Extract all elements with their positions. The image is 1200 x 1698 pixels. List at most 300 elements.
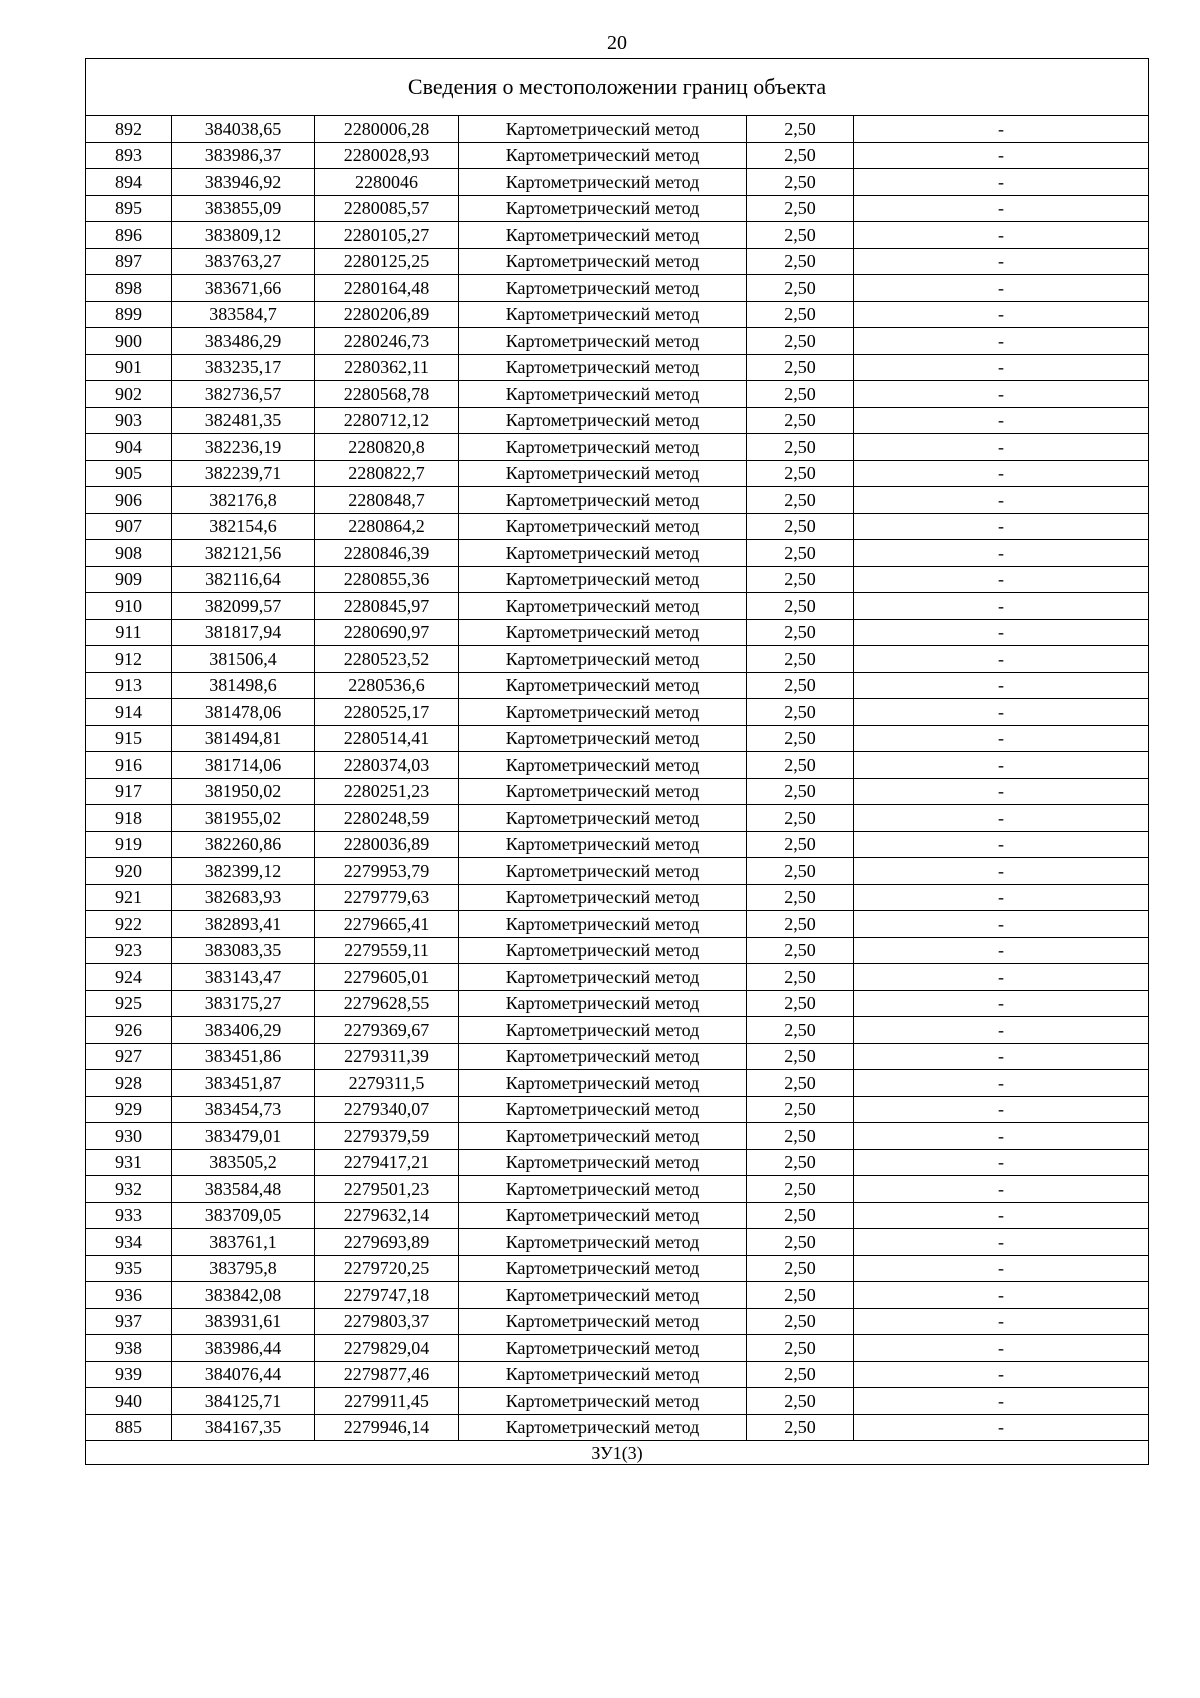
- table-row: [86, 646, 1149, 673]
- accuracy-cell: 2,50: [747, 116, 854, 143]
- method-cell: Картометрический метод: [459, 381, 747, 408]
- description-cell: -: [854, 354, 1149, 381]
- y-coordinate-cell: 2279911,45: [315, 1388, 459, 1415]
- table-row: [86, 275, 1149, 302]
- point-number-cell: 934: [86, 1229, 172, 1256]
- x-coordinate-cell: 382099,57: [172, 593, 315, 620]
- y-coordinate-cell: 2279665,41: [315, 911, 459, 938]
- description-cell: -: [854, 487, 1149, 514]
- y-coordinate-cell: 2280125,25: [315, 248, 459, 275]
- point-number-cell: 914: [86, 699, 172, 726]
- method-cell: Картометрический метод: [459, 248, 747, 275]
- point-number-cell: 923: [86, 937, 172, 964]
- point-number-cell: 885: [86, 1414, 172, 1441]
- table-row: [86, 1149, 1149, 1176]
- method-cell: Картометрический метод: [459, 1282, 747, 1309]
- y-coordinate-cell: 2279340,07: [315, 1096, 459, 1123]
- accuracy-cell: 2,50: [747, 1282, 854, 1309]
- method-cell: Картометрический метод: [459, 1043, 747, 1070]
- description-cell: -: [854, 1202, 1149, 1229]
- point-number-cell: 901: [86, 354, 172, 381]
- x-coordinate-cell: 383479,01: [172, 1123, 315, 1150]
- y-coordinate-cell: 2279501,23: [315, 1176, 459, 1203]
- method-cell: Картометрический метод: [459, 884, 747, 911]
- table-footer-label: ЗУ1(3): [86, 1441, 1149, 1465]
- table-row: [86, 1255, 1149, 1282]
- accuracy-cell: 2,50: [747, 1043, 854, 1070]
- table-row: [86, 1229, 1149, 1256]
- description-cell: -: [854, 593, 1149, 620]
- method-cell: Картометрический метод: [459, 513, 747, 540]
- description-cell: -: [854, 1070, 1149, 1097]
- table-row: [86, 1202, 1149, 1229]
- method-cell: Картометрический метод: [459, 699, 747, 726]
- y-coordinate-cell: 2279417,21: [315, 1149, 459, 1176]
- y-coordinate-cell: 2280105,27: [315, 222, 459, 249]
- point-number-cell: 897: [86, 248, 172, 275]
- description-cell: -: [854, 328, 1149, 355]
- accuracy-cell: 2,50: [747, 964, 854, 991]
- point-number-cell: 893: [86, 142, 172, 169]
- table-body: [86, 116, 1149, 1441]
- method-cell: Картометрический метод: [459, 407, 747, 434]
- table-row: [86, 884, 1149, 911]
- method-cell: Картометрический метод: [459, 778, 747, 805]
- description-cell: -: [854, 831, 1149, 858]
- x-coordinate-cell: 383855,09: [172, 195, 315, 222]
- y-coordinate-cell: 2279877,46: [315, 1361, 459, 1388]
- point-number-cell: 907: [86, 513, 172, 540]
- method-cell: Картометрический метод: [459, 1176, 747, 1203]
- method-cell: Картометрический метод: [459, 169, 747, 196]
- table-row: [86, 487, 1149, 514]
- y-coordinate-cell: 2280846,39: [315, 540, 459, 567]
- method-cell: Картометрический метод: [459, 275, 747, 302]
- x-coordinate-cell: 382260,86: [172, 831, 315, 858]
- table-row: [86, 248, 1149, 275]
- x-coordinate-cell: 382176,8: [172, 487, 315, 514]
- method-cell: Картометрический метод: [459, 460, 747, 487]
- description-cell: -: [854, 699, 1149, 726]
- method-cell: Картометрический метод: [459, 1229, 747, 1256]
- y-coordinate-cell: 2279379,59: [315, 1123, 459, 1150]
- method-cell: Картометрический метод: [459, 1096, 747, 1123]
- y-coordinate-cell: 2280028,93: [315, 142, 459, 169]
- y-coordinate-cell: 2280374,03: [315, 752, 459, 779]
- table-row: [86, 354, 1149, 381]
- table-row: [86, 805, 1149, 832]
- x-coordinate-cell: 381506,4: [172, 646, 315, 673]
- y-coordinate-cell: 2280006,28: [315, 116, 459, 143]
- method-cell: Картометрический метод: [459, 142, 747, 169]
- table-row: [86, 1176, 1149, 1203]
- accuracy-cell: 2,50: [747, 566, 854, 593]
- point-number-cell: 931: [86, 1149, 172, 1176]
- table-row: [86, 937, 1149, 964]
- table-row: [86, 1282, 1149, 1309]
- table-row: [86, 1070, 1149, 1097]
- accuracy-cell: 2,50: [747, 1414, 854, 1441]
- accuracy-cell: 2,50: [747, 593, 854, 620]
- point-number-cell: 940: [86, 1388, 172, 1415]
- description-cell: -: [854, 619, 1149, 646]
- accuracy-cell: 2,50: [747, 884, 854, 911]
- description-cell: -: [854, 222, 1149, 249]
- x-coordinate-cell: 382239,71: [172, 460, 315, 487]
- description-cell: -: [854, 1149, 1149, 1176]
- boundary-coordinates-table: [85, 58, 1149, 1465]
- accuracy-cell: 2,50: [747, 222, 854, 249]
- method-cell: Картометрический метод: [459, 1361, 747, 1388]
- y-coordinate-cell: 2280248,59: [315, 805, 459, 832]
- accuracy-cell: 2,50: [747, 911, 854, 938]
- table-row: [86, 911, 1149, 938]
- method-cell: Картометрический метод: [459, 593, 747, 620]
- description-cell: -: [854, 434, 1149, 461]
- point-number-cell: 909: [86, 566, 172, 593]
- x-coordinate-cell: 383584,48: [172, 1176, 315, 1203]
- accuracy-cell: 2,50: [747, 487, 854, 514]
- x-coordinate-cell: 382236,19: [172, 434, 315, 461]
- description-cell: -: [854, 275, 1149, 302]
- table-row: [86, 1017, 1149, 1044]
- point-number-cell: 930: [86, 1123, 172, 1150]
- accuracy-cell: 2,50: [747, 1335, 854, 1362]
- y-coordinate-cell: 2280206,89: [315, 301, 459, 328]
- point-number-cell: 896: [86, 222, 172, 249]
- x-coordinate-cell: 383143,47: [172, 964, 315, 991]
- table-row: [86, 1308, 1149, 1335]
- table-footer-row: [86, 1441, 1149, 1465]
- point-number-cell: 929: [86, 1096, 172, 1123]
- table-row: [86, 222, 1149, 249]
- description-cell: -: [854, 301, 1149, 328]
- method-cell: Картометрический метод: [459, 1414, 747, 1441]
- point-number-cell: 935: [86, 1255, 172, 1282]
- x-coordinate-cell: 382481,35: [172, 407, 315, 434]
- page-number: 20: [607, 32, 627, 54]
- method-cell: Картометрический метод: [459, 222, 747, 249]
- table-title: Сведения о местоположении границ объекта: [86, 59, 1149, 116]
- method-cell: Картометрический метод: [459, 725, 747, 752]
- description-cell: -: [854, 1255, 1149, 1282]
- description-cell: -: [854, 1308, 1149, 1335]
- y-coordinate-cell: 2279803,37: [315, 1308, 459, 1335]
- accuracy-cell: 2,50: [747, 1123, 854, 1150]
- accuracy-cell: 2,50: [747, 937, 854, 964]
- table-row: [86, 699, 1149, 726]
- x-coordinate-cell: 382893,41: [172, 911, 315, 938]
- table-row: [86, 142, 1149, 169]
- table-row: [86, 1414, 1149, 1441]
- y-coordinate-cell: 2280848,7: [315, 487, 459, 514]
- accuracy-cell: 2,50: [747, 1255, 854, 1282]
- y-coordinate-cell: 2280568,78: [315, 381, 459, 408]
- x-coordinate-cell: 382121,56: [172, 540, 315, 567]
- table-row: [86, 169, 1149, 196]
- accuracy-cell: 2,50: [747, 990, 854, 1017]
- method-cell: Картометрический метод: [459, 434, 747, 461]
- x-coordinate-cell: 383946,92: [172, 169, 315, 196]
- point-number-cell: 920: [86, 858, 172, 885]
- accuracy-cell: 2,50: [747, 1017, 854, 1044]
- y-coordinate-cell: 2280690,97: [315, 619, 459, 646]
- y-coordinate-cell: 2280712,12: [315, 407, 459, 434]
- accuracy-cell: 2,50: [747, 248, 854, 275]
- y-coordinate-cell: 2280845,97: [315, 593, 459, 620]
- accuracy-cell: 2,50: [747, 725, 854, 752]
- method-cell: Картометрический метод: [459, 1308, 747, 1335]
- description-cell: -: [854, 513, 1149, 540]
- description-cell: -: [854, 911, 1149, 938]
- x-coordinate-cell: 383986,44: [172, 1335, 315, 1362]
- point-number-cell: 933: [86, 1202, 172, 1229]
- y-coordinate-cell: 2279779,63: [315, 884, 459, 911]
- point-number-cell: 916: [86, 752, 172, 779]
- accuracy-cell: 2,50: [747, 858, 854, 885]
- point-number-cell: 917: [86, 778, 172, 805]
- accuracy-cell: 2,50: [747, 646, 854, 673]
- x-coordinate-cell: 383175,27: [172, 990, 315, 1017]
- accuracy-cell: 2,50: [747, 1202, 854, 1229]
- method-cell: Картометрический метод: [459, 752, 747, 779]
- point-number-cell: 924: [86, 964, 172, 991]
- x-coordinate-cell: 383505,2: [172, 1149, 315, 1176]
- description-cell: -: [854, 116, 1149, 143]
- description-cell: -: [854, 990, 1149, 1017]
- description-cell: -: [854, 1017, 1149, 1044]
- table-row: [86, 540, 1149, 567]
- point-number-cell: 895: [86, 195, 172, 222]
- table-row: [86, 725, 1149, 752]
- accuracy-cell: 2,50: [747, 275, 854, 302]
- x-coordinate-cell: 382683,93: [172, 884, 315, 911]
- method-cell: Картометрический метод: [459, 1255, 747, 1282]
- method-cell: Картометрический метод: [459, 540, 747, 567]
- y-coordinate-cell: 2279559,11: [315, 937, 459, 964]
- accuracy-cell: 2,50: [747, 1388, 854, 1415]
- point-number-cell: 913: [86, 672, 172, 699]
- table-row: [86, 381, 1149, 408]
- point-number-cell: 915: [86, 725, 172, 752]
- y-coordinate-cell: 2279311,39: [315, 1043, 459, 1070]
- x-coordinate-cell: 383451,86: [172, 1043, 315, 1070]
- method-cell: Картометрический метод: [459, 566, 747, 593]
- x-coordinate-cell: 383235,17: [172, 354, 315, 381]
- point-number-cell: 925: [86, 990, 172, 1017]
- table-row: [86, 1335, 1149, 1362]
- accuracy-cell: 2,50: [747, 805, 854, 832]
- method-cell: Картометрический метод: [459, 1149, 747, 1176]
- description-cell: -: [854, 778, 1149, 805]
- accuracy-cell: 2,50: [747, 1096, 854, 1123]
- table-row: [86, 672, 1149, 699]
- accuracy-cell: 2,50: [747, 778, 854, 805]
- method-cell: Картометрический метод: [459, 116, 747, 143]
- description-cell: -: [854, 142, 1149, 169]
- point-number-cell: 905: [86, 460, 172, 487]
- point-number-cell: 892: [86, 116, 172, 143]
- table-row: [86, 195, 1149, 222]
- x-coordinate-cell: 384076,44: [172, 1361, 315, 1388]
- accuracy-cell: 2,50: [747, 1361, 854, 1388]
- x-coordinate-cell: 383795,8: [172, 1255, 315, 1282]
- point-number-cell: 902: [86, 381, 172, 408]
- x-coordinate-cell: 383809,12: [172, 222, 315, 249]
- description-cell: -: [854, 195, 1149, 222]
- method-cell: Картометрический метод: [459, 990, 747, 1017]
- x-coordinate-cell: 383406,29: [172, 1017, 315, 1044]
- accuracy-cell: 2,50: [747, 752, 854, 779]
- point-number-cell: 911: [86, 619, 172, 646]
- method-cell: Картометрический метод: [459, 1388, 747, 1415]
- x-coordinate-cell: 381478,06: [172, 699, 315, 726]
- y-coordinate-cell: 2279720,25: [315, 1255, 459, 1282]
- accuracy-cell: 2,50: [747, 195, 854, 222]
- x-coordinate-cell: 384125,71: [172, 1388, 315, 1415]
- description-cell: -: [854, 1388, 1149, 1415]
- table-row: [86, 778, 1149, 805]
- table-row: [86, 328, 1149, 355]
- x-coordinate-cell: 381955,02: [172, 805, 315, 832]
- description-cell: -: [854, 937, 1149, 964]
- accuracy-cell: 2,50: [747, 407, 854, 434]
- table-row: [86, 1123, 1149, 1150]
- table-row: [86, 460, 1149, 487]
- point-number-cell: 903: [86, 407, 172, 434]
- method-cell: Картометрический метод: [459, 1123, 747, 1150]
- x-coordinate-cell: 383842,08: [172, 1282, 315, 1309]
- table-row: [86, 593, 1149, 620]
- point-number-cell: 936: [86, 1282, 172, 1309]
- description-cell: -: [854, 540, 1149, 567]
- accuracy-cell: 2,50: [747, 1229, 854, 1256]
- table-row: [86, 116, 1149, 143]
- method-cell: Картометрический метод: [459, 328, 747, 355]
- method-cell: Картометрический метод: [459, 1070, 747, 1097]
- x-coordinate-cell: 383083,35: [172, 937, 315, 964]
- method-cell: Картометрический метод: [459, 831, 747, 858]
- x-coordinate-cell: 383454,73: [172, 1096, 315, 1123]
- x-coordinate-cell: 381817,94: [172, 619, 315, 646]
- point-number-cell: 938: [86, 1335, 172, 1362]
- point-number-cell: 939: [86, 1361, 172, 1388]
- x-coordinate-cell: 384167,35: [172, 1414, 315, 1441]
- y-coordinate-cell: 2280536,6: [315, 672, 459, 699]
- description-cell: -: [854, 858, 1149, 885]
- description-cell: -: [854, 169, 1149, 196]
- description-cell: -: [854, 566, 1149, 593]
- y-coordinate-cell: 2280246,73: [315, 328, 459, 355]
- method-cell: Картометрический метод: [459, 354, 747, 381]
- table-row: [86, 752, 1149, 779]
- description-cell: -: [854, 381, 1149, 408]
- accuracy-cell: 2,50: [747, 619, 854, 646]
- accuracy-cell: 2,50: [747, 1070, 854, 1097]
- x-coordinate-cell: 384038,65: [172, 116, 315, 143]
- description-cell: -: [854, 248, 1149, 275]
- accuracy-cell: 2,50: [747, 328, 854, 355]
- y-coordinate-cell: 2279628,55: [315, 990, 459, 1017]
- y-coordinate-cell: 2279369,67: [315, 1017, 459, 1044]
- x-coordinate-cell: 383763,27: [172, 248, 315, 275]
- point-number-cell: 926: [86, 1017, 172, 1044]
- accuracy-cell: 2,50: [747, 1176, 854, 1203]
- method-cell: Картометрический метод: [459, 911, 747, 938]
- table-row: [86, 1096, 1149, 1123]
- accuracy-cell: 2,50: [747, 301, 854, 328]
- description-cell: -: [854, 1096, 1149, 1123]
- accuracy-cell: 2,50: [747, 1308, 854, 1335]
- method-cell: Картометрический метод: [459, 646, 747, 673]
- description-cell: -: [854, 1282, 1149, 1309]
- accuracy-cell: 2,50: [747, 169, 854, 196]
- x-coordinate-cell: 381950,02: [172, 778, 315, 805]
- y-coordinate-cell: 2280864,2: [315, 513, 459, 540]
- method-cell: Картометрический метод: [459, 1202, 747, 1229]
- point-number-cell: 937: [86, 1308, 172, 1335]
- x-coordinate-cell: 383931,61: [172, 1308, 315, 1335]
- description-cell: -: [854, 1414, 1149, 1441]
- table-row: [86, 1361, 1149, 1388]
- table-row: [86, 1388, 1149, 1415]
- table-row: [86, 407, 1149, 434]
- point-number-cell: 906: [86, 487, 172, 514]
- method-cell: Картометрический метод: [459, 937, 747, 964]
- accuracy-cell: 2,50: [747, 1149, 854, 1176]
- method-cell: Картометрический метод: [459, 1017, 747, 1044]
- y-coordinate-cell: 2280251,23: [315, 778, 459, 805]
- y-coordinate-cell: 2280362,11: [315, 354, 459, 381]
- method-cell: Картометрический метод: [459, 487, 747, 514]
- y-coordinate-cell: 2279946,14: [315, 1414, 459, 1441]
- point-number-cell: 928: [86, 1070, 172, 1097]
- accuracy-cell: 2,50: [747, 434, 854, 461]
- point-number-cell: 898: [86, 275, 172, 302]
- description-cell: -: [854, 646, 1149, 673]
- x-coordinate-cell: 383709,05: [172, 1202, 315, 1229]
- description-cell: -: [854, 1123, 1149, 1150]
- description-cell: -: [854, 407, 1149, 434]
- method-cell: Картометрический метод: [459, 619, 747, 646]
- x-coordinate-cell: 381714,06: [172, 752, 315, 779]
- y-coordinate-cell: 2280085,57: [315, 195, 459, 222]
- accuracy-cell: 2,50: [747, 142, 854, 169]
- method-cell: Картометрический метод: [459, 672, 747, 699]
- x-coordinate-cell: 383761,1: [172, 1229, 315, 1256]
- method-cell: Картометрический метод: [459, 195, 747, 222]
- accuracy-cell: 2,50: [747, 831, 854, 858]
- accuracy-cell: 2,50: [747, 354, 854, 381]
- point-number-cell: 904: [86, 434, 172, 461]
- method-cell: Картометрический метод: [459, 301, 747, 328]
- accuracy-cell: 2,50: [747, 513, 854, 540]
- table-title-row: [86, 59, 1149, 116]
- table-row: [86, 301, 1149, 328]
- table-row: [86, 831, 1149, 858]
- point-number-cell: 912: [86, 646, 172, 673]
- description-cell: -: [854, 672, 1149, 699]
- y-coordinate-cell: 2280514,41: [315, 725, 459, 752]
- point-number-cell: 927: [86, 1043, 172, 1070]
- y-coordinate-cell: 2280523,52: [315, 646, 459, 673]
- point-number-cell: 894: [86, 169, 172, 196]
- x-coordinate-cell: 381494,81: [172, 725, 315, 752]
- table-row: [86, 1043, 1149, 1070]
- x-coordinate-cell: 383986,37: [172, 142, 315, 169]
- point-number-cell: 922: [86, 911, 172, 938]
- method-cell: Картометрический метод: [459, 964, 747, 991]
